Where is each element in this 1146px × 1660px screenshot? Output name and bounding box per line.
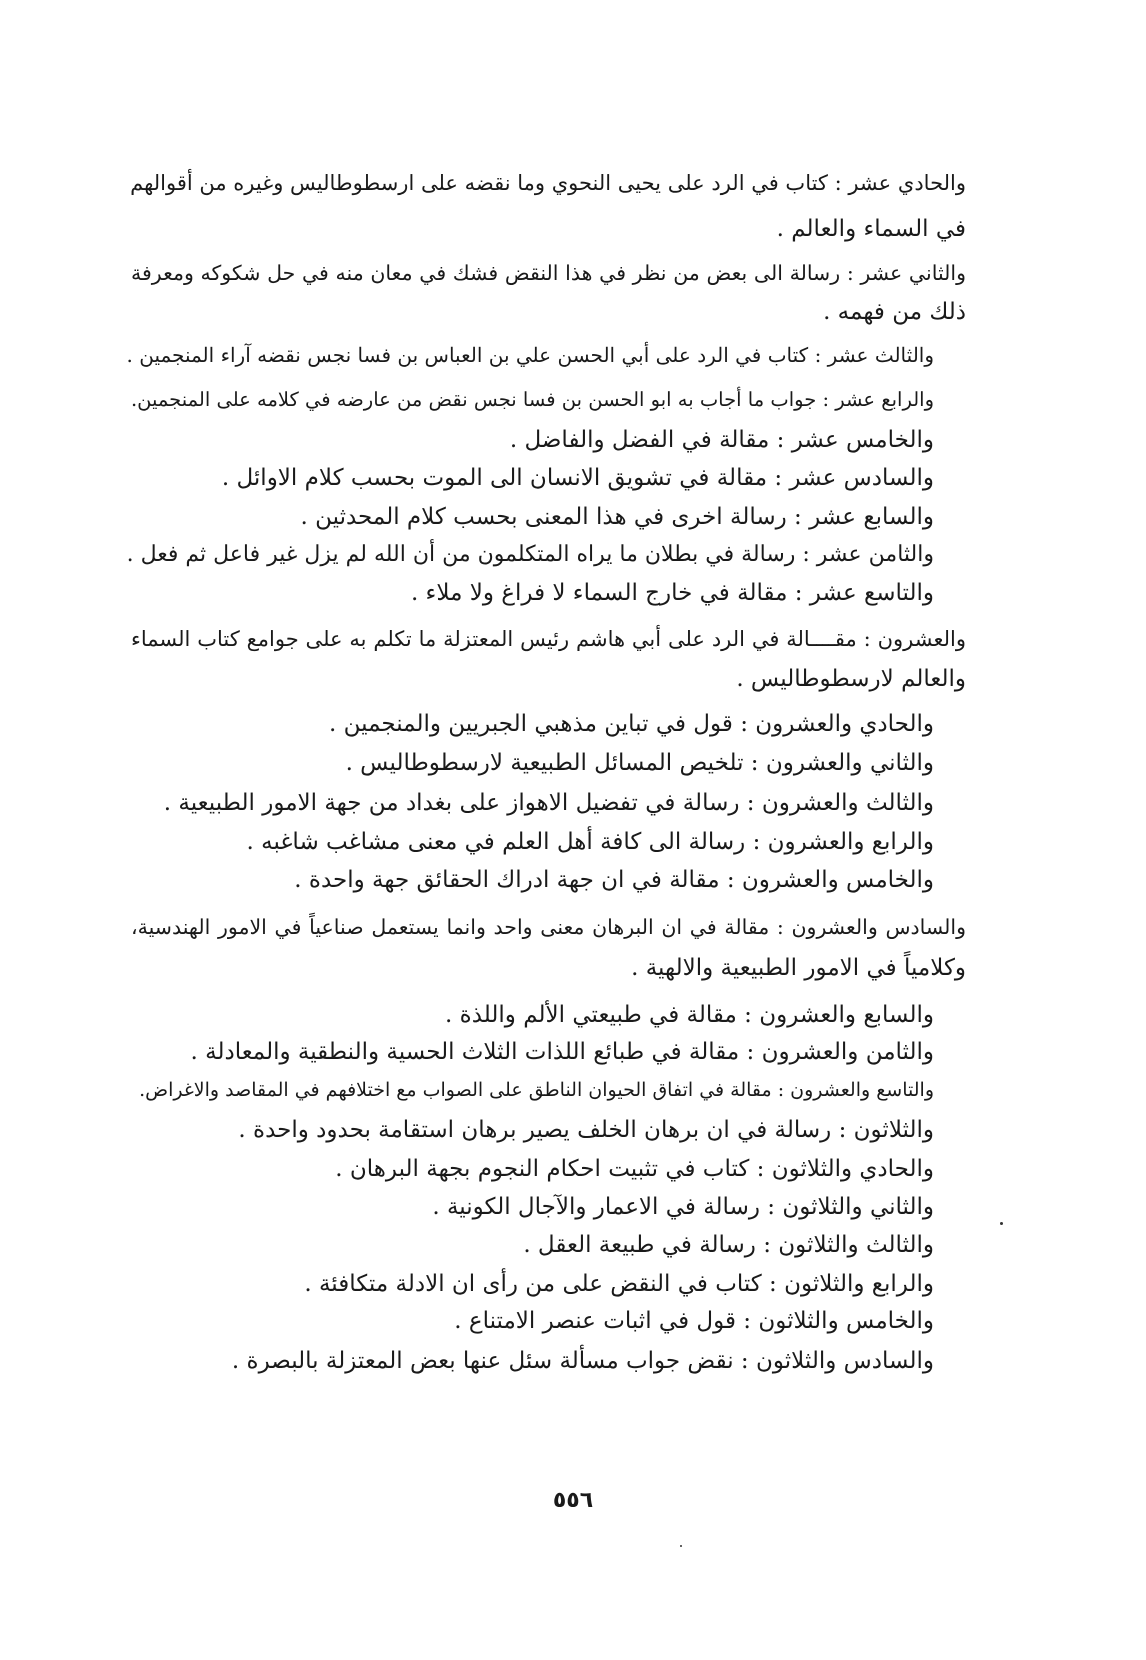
- entry-line: في السماء والعالم .: [776, 216, 966, 242]
- entry-line: والخامس والثلاثون : قول في اثبات عنصر الامتناع .: [454, 1308, 934, 1334]
- entry-line: والحادي والعشرون : قول في تباين مذهبي الجبريين والمنجمين .: [329, 711, 934, 737]
- entry-line: والثالث عشر : كتاب في الرد على أبي الحسن علي بن العباس بن فسا نجس نقضه آراء المنجمين .: [126, 343, 934, 367]
- entry-line: والثامن والعشرون : مقالة في طبائع اللذات الثلاث الحسية والنطقية والمعادلة .: [190, 1039, 934, 1065]
- scan-speck: [680, 1545, 682, 1547]
- entry-line: والحادي والثلاثون : كتاب في تثبيت احكام النجوم بجهة البرهان .: [335, 1156, 934, 1182]
- page-number: ٥٥٦: [552, 1488, 594, 1513]
- entry-line: والرابع والعشرون : رسالة الى كافة أهل العلم في معنى مشاغب شاغبه .: [246, 829, 934, 855]
- entry-line: وكلامياً في الامور الطبيعية والالهية .: [631, 955, 966, 981]
- entry-line: والحادي عشر : كتاب في الرد على يحيى النحوي وما نقضه على ارسطوطاليس وغيره من أقوالهم: [130, 171, 966, 195]
- entry-line: والسادس عشر : مقالة في تشويق الانسان الى الموت بحسب كلام الاوائل .: [221, 465, 934, 491]
- entry-line: والعالم لارسطوطاليس .: [736, 666, 966, 692]
- entry-line: والثلاثون : رسالة في ان برهان الخلف يصير برهان استقامة بحدود واحدة .: [238, 1117, 934, 1143]
- entry-line: والثالث والثلاثون : رسالة في طبيعة العقل .: [523, 1232, 934, 1258]
- entry-line: والخامس والعشرون : مقالة في ان جهة ادراك الحقائق جهة واحدة .: [294, 867, 934, 893]
- entry-line: والثاني عشر : رسالة الى بعض من نظر في هذا النقض فشك في معان منه في حل شكوكه ومعرفة: [131, 261, 966, 285]
- entry-line: والثاني والعشرون : تلخيص المسائل الطبيعية لارسطوطاليس .: [345, 750, 934, 776]
- scan-speck: [1000, 1222, 1003, 1225]
- entry-line: والثالث والعشرون : رسالة في تفضيل الاهواز على بغداد من جهة الامور الطبيعية .: [163, 790, 934, 816]
- entry-line: والثاني والثلاثون : رسالة في الاعمار والآجال الكونية .: [432, 1194, 934, 1220]
- entry-line: والعشرون : مقــــالة في الرد على أبي هاشم رئيس المعتزلة ما تكلم به على جوامع كتاب السماء: [131, 627, 966, 651]
- entry-line: والسادس والثلاثون : نقض جواب مسألة سئل عنها بعض المعتزلة بالبصرة .: [231, 1348, 934, 1374]
- entry-line: والتاسع عشر : مقالة في خارج السماء لا فراغ ولا ملاء .: [410, 580, 934, 606]
- entry-line: والسابع عشر : رسالة اخرى في هذا المعنى بحسب كلام المحدثين .: [300, 504, 934, 530]
- entry-line: والسادس والعشرون : مقالة في ان البرهان معنى واحد وانما يستعمل صناعياً في الامور الهندسية،: [131, 915, 966, 939]
- entry-line: والتاسع والعشرون : مقالة في اتفاق الحيوان الناطق على الصواب مع اختلافهم في المقاصد والاغراض.: [139, 1079, 934, 1101]
- entry-line: والثامن عشر : رسالة في بطلان ما يراه المتكلمون من أن الله لم يزل غير فاعل ثم فعل .: [126, 542, 934, 567]
- entry-line: والسابع والعشرون : مقالة في طبيعتي الألم واللذة .: [445, 1002, 934, 1028]
- entry-line: ذلك من فهمه .: [823, 299, 966, 325]
- entry-line: والرابع عشر : جواب ما أجاب به ابو الحسن بن فسا نجس نقض من عارضه في كلامه على المنجمين.: [130, 388, 934, 411]
- entry-line: والخامس عشر : مقالة في الفضل والفاضل .: [509, 427, 934, 453]
- entry-line: والرابع والثلاثون : كتاب في النقض على من رأى ان الادلة متكافئة .: [304, 1271, 934, 1297]
